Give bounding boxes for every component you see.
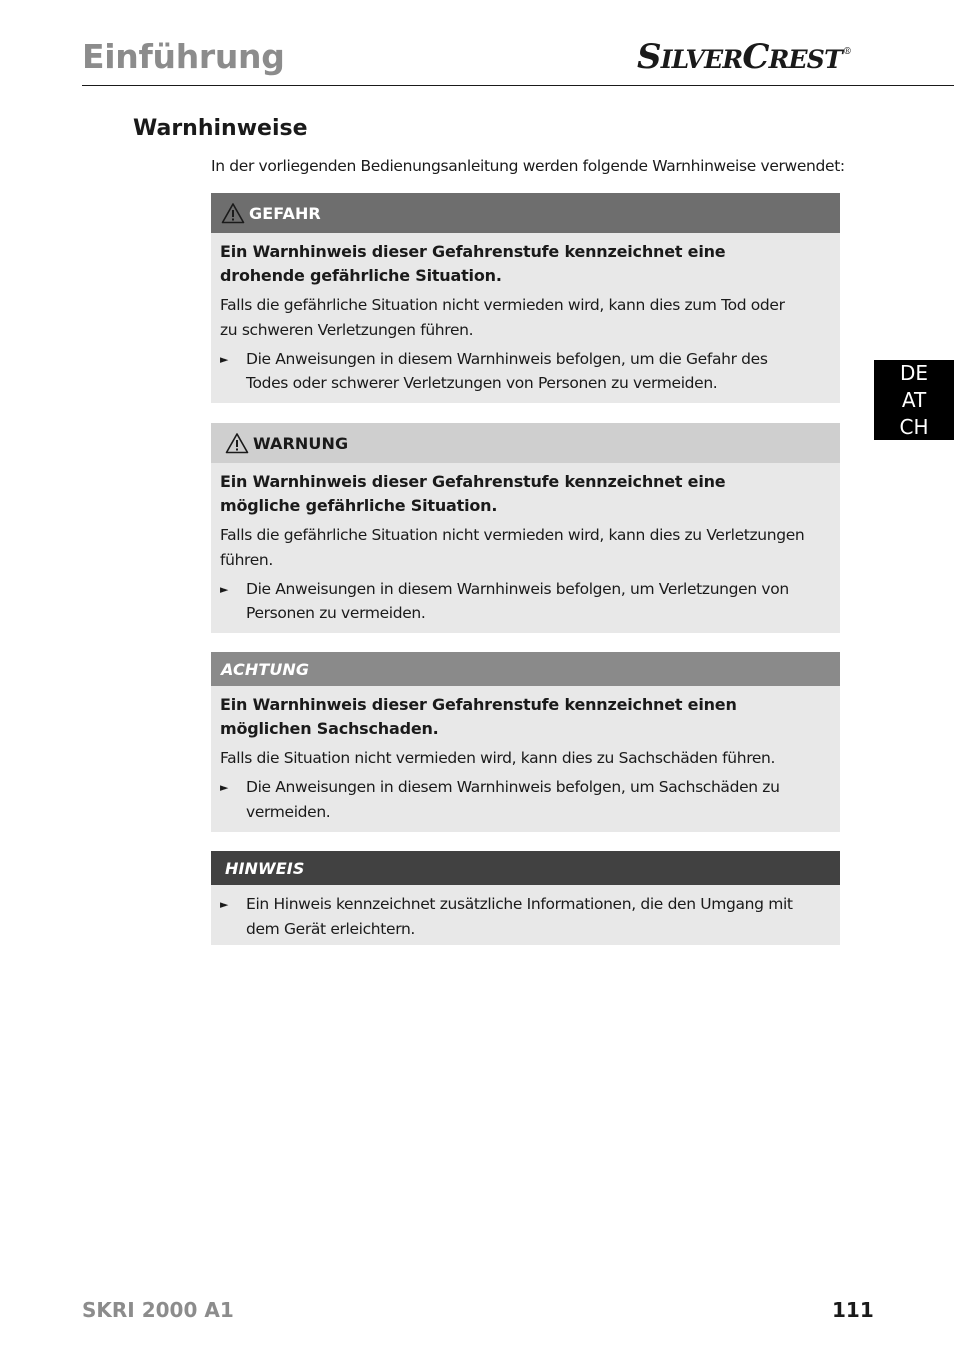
hinweis-instruction-text — [246, 892, 831, 942]
triangle-right-icon: ► — [220, 898, 229, 911]
warnung-instruction-text — [246, 577, 831, 627]
gefahr-consequence-line: Falls die gefährliche Situation nicht vermieden wird, kann dies zum Tod oder — [220, 296, 785, 314]
language-code: CH — [899, 414, 929, 439]
achtung-definition — [220, 693, 831, 741]
warnung-consequence-line: Falls die gefährliche Situation nicht vermieden wird, kann dies zu Verletzungen — [220, 526, 805, 544]
gefahr-definition — [220, 240, 831, 288]
warnung-consequence-line: führen. — [220, 550, 273, 569]
intro-text: In der vorliegenden Bedienungsanleitung werden folgende Warnhinweise verwendet: — [211, 157, 845, 175]
gefahr-consequence — [220, 293, 831, 343]
hinweis-instruction-line: dem Gerät erleichtern. — [246, 919, 415, 938]
gefahr-definition-line: Ein Warnhinweis dieser Gefahrenstufe kennzeichnet eine — [220, 242, 726, 261]
logo-text: ILVER — [660, 45, 743, 74]
warnung-definition-line: Ein Warnhinweis dieser Gefahrenstufe kennzeichnet eine — [220, 472, 726, 491]
achtung-header — [211, 652, 840, 686]
hinweis-instruction — [220, 892, 831, 942]
hinweis-label: HINWEIS — [225, 858, 305, 878]
registered-mark: ® — [842, 47, 852, 57]
achtung-label: ACHTUNG — [221, 659, 310, 679]
gefahr-label: GEFAHR — [249, 203, 321, 223]
hinweis-instruction-line: Ein Hinweis kennzeichnet zusätzliche Informationen, die den Umgang mit — [246, 895, 793, 913]
language-tab — [874, 360, 954, 440]
achtung-consequence-line: Falls die Situation nicht vermieden wird, kann dies zu Sachschäden führen. — [220, 749, 776, 767]
gefahr-body — [211, 233, 840, 402]
achtung-consequence — [220, 746, 831, 771]
hinweis-header — [211, 851, 840, 885]
gefahr-instruction-text — [246, 347, 831, 397]
achtung-instruction-text — [246, 775, 831, 825]
gefahr-consequence-line: zu schweren Verletzungen führen. — [220, 320, 474, 339]
gefahr-box — [211, 193, 840, 403]
achtung-definition-line: Ein Warnhinweis dieser Gefahrenstufe kennzeichnet einen — [220, 695, 737, 714]
gefahr-definition-line: drohende gefährliche Situation. — [220, 266, 502, 285]
warnung-instruction-line: Die Anweisungen in diesem Warnhinweis befolgen, um Verletzungen von — [246, 579, 789, 598]
warnung-consequence — [220, 523, 831, 573]
warnung-instruction-line: Personen zu vermeiden. — [246, 604, 426, 623]
logo-letter: S — [637, 37, 661, 77]
triangle-right-icon: ► — [220, 352, 229, 366]
warnung-header — [211, 423, 840, 463]
warnung-definition-line: mögliche gefährliche Situation. — [220, 496, 498, 515]
achtung-instruction — [220, 775, 831, 825]
footer-model-number: SKRI 2000 A1 — [82, 1298, 234, 1322]
achtung-box — [211, 652, 840, 832]
gefahr-instruction-line: Die Anweisungen in diesem Warnhinweis befolgen, um die Gefahr des — [246, 349, 768, 368]
logo-text: REST — [768, 45, 842, 74]
language-code: AT — [901, 387, 927, 412]
gefahr-instruction — [220, 347, 831, 397]
language-code: DE — [899, 360, 929, 385]
achtung-instruction-line: Die Anweisungen in diesem Warnhinweis befolgen, um Sachschäden zu — [246, 777, 780, 796]
hinweis-box — [211, 851, 840, 945]
gefahr-header — [211, 193, 840, 233]
warnung-body — [211, 463, 840, 632]
warnung-definition — [220, 470, 831, 518]
footer-page-number: 111 — [832, 1298, 874, 1322]
warnung-instruction — [220, 577, 831, 627]
warning-triangle-icon — [221, 202, 245, 224]
section-title: Warnhinweise — [133, 116, 308, 141]
triangle-right-icon: ► — [220, 582, 229, 596]
achtung-body — [211, 686, 840, 830]
logo-letter: C — [742, 37, 769, 77]
silvercrest-logo — [637, 37, 852, 77]
triangle-right-icon: ► — [220, 780, 229, 794]
page-header-title: Einführung — [82, 37, 285, 76]
achtung-instruction-line: vermeiden. — [246, 802, 331, 821]
achtung-definition-line: möglichen Sachschaden. — [220, 719, 439, 738]
gefahr-instruction-line: Todes oder schwerer Verletzungen von Personen zu vermeiden. — [246, 374, 718, 393]
warning-triangle-icon — [225, 432, 249, 454]
warnung-label: WARNUNG — [253, 433, 349, 453]
hinweis-body — [211, 885, 840, 948]
header-divider — [82, 85, 954, 86]
warnung-box — [211, 423, 840, 633]
